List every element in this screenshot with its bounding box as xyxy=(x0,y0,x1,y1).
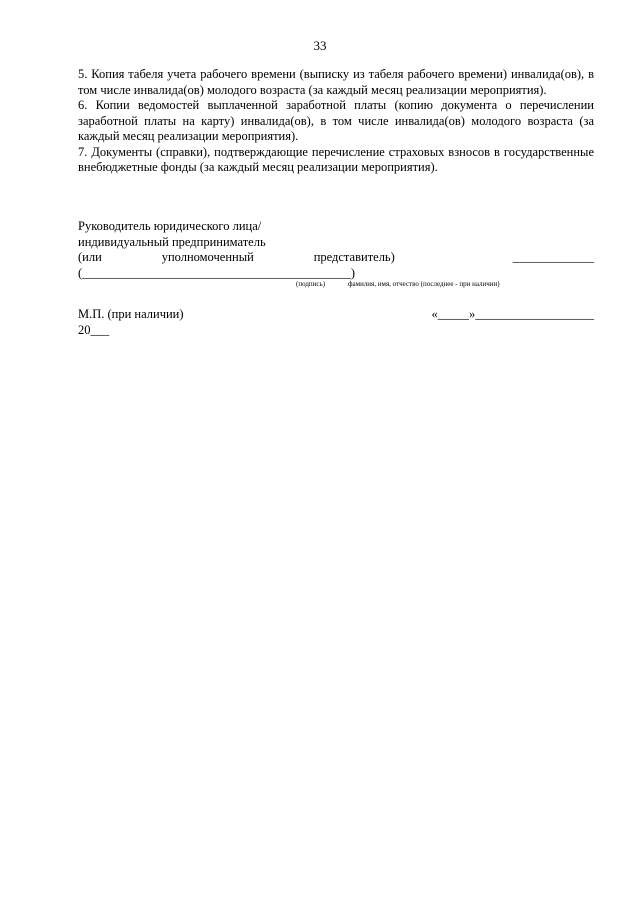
signatory-or: (или xyxy=(78,250,102,264)
year-blank: 20___ xyxy=(78,322,110,337)
caption-full-name: фамилия, имя, отчество (последнее - при наличии) xyxy=(348,279,500,288)
signature-blank: _____________ xyxy=(512,250,594,264)
signatory-title-line-2: индивидуальный предприниматель xyxy=(78,234,266,249)
date-blank: «_____»___________________ xyxy=(431,307,594,321)
stamp-label: М.П. (при наличии) xyxy=(78,307,184,321)
list-item: 5. Копия табеля учета рабочего времени (выписку из табеля рабочего времени) инвалида(ов), в том числе инвалида(ов) молодого возраста (за каждый месяц реализации мероприятия). xyxy=(78,67,594,97)
stamp-date-block xyxy=(78,307,594,338)
signatory-title-line-3 xyxy=(78,250,594,266)
caption-signature: (подпись) xyxy=(296,279,326,288)
page-number: 33 xyxy=(313,38,327,53)
signatory-representative: представитель) xyxy=(313,250,395,264)
list-item: 6. Копии ведомостей выплаченной заработной платы (копию документа о перечислении заработной платы на карту) инвалида(ов), в том числе инвалида(ов) молодого возраста (за каждый месяц реализации мероприятия). xyxy=(78,98,594,143)
stamp-row xyxy=(78,307,594,323)
signature-captions xyxy=(78,280,594,292)
documents-list xyxy=(78,67,594,176)
full-name-blank: (___________________________________________) xyxy=(78,265,356,280)
signatory-title-line-1: Руководитель юридического лица/ xyxy=(78,219,262,233)
signature-block xyxy=(78,219,594,292)
signatory-authorized: уполномоченный xyxy=(161,250,254,264)
list-item: 7. Документы (справки), подтверждающие перечисление страховых взносов в государственные внебюджетные фонды (за каждый месяц реализации мероприятия). xyxy=(78,144,594,174)
